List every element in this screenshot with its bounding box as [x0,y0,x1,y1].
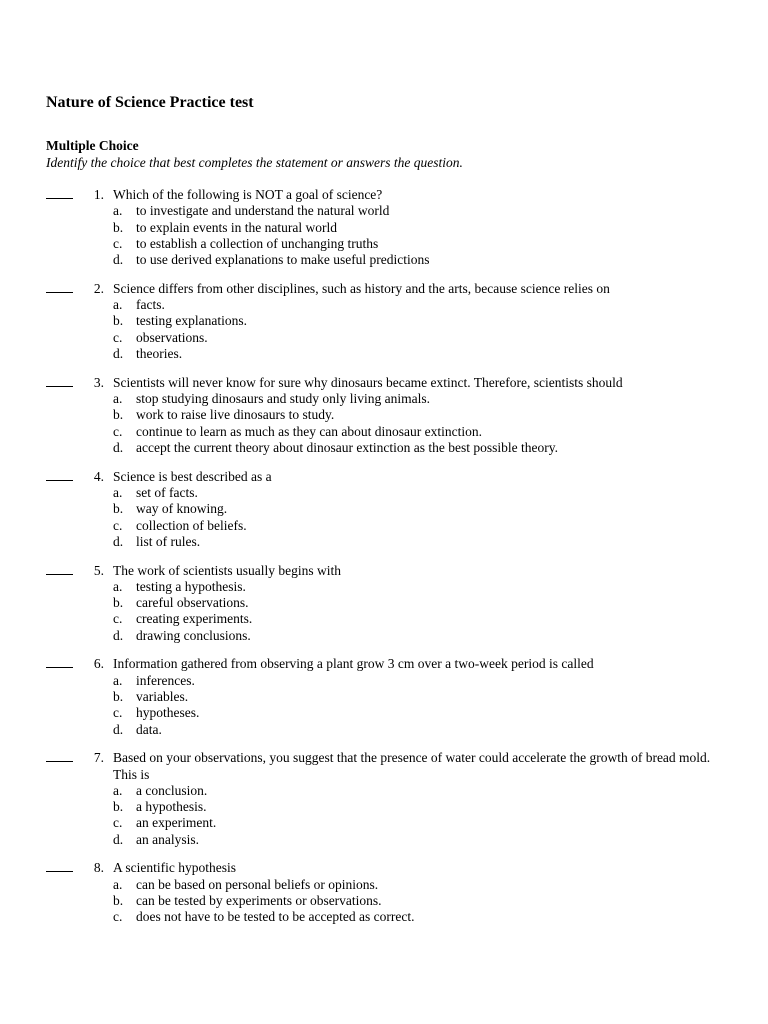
choice-list [0,783,768,848]
answer-choice [0,673,768,689]
choice-list [0,203,768,268]
answer-choice [0,346,768,362]
answer-blank[interactable] [46,667,73,668]
choice-letter: a. [113,391,123,407]
question-list [0,187,768,938]
answer-choice [0,722,768,738]
choice-text: to investigate and understand the natural world [136,203,390,219]
choice-text: an analysis. [136,831,199,847]
choice-text: facts. [136,297,165,313]
question-number: 1. [93,187,104,202]
answer-choice [0,799,768,815]
answer-choice [0,252,768,268]
choice-text: way of knowing. [136,501,228,517]
section-instructions: Identify the choice that best completes the statement or answers the question. [46,155,463,170]
choice-list [0,673,768,738]
choice-text: creating experiments. [136,611,253,627]
answer-blank[interactable] [46,386,73,387]
choice-text: a hypothesis. [136,799,207,815]
choice-text: hypotheses. [136,705,200,721]
choice-letter: c. [113,329,123,345]
choice-letter: a. [113,203,123,219]
choice-list [0,391,768,456]
question-text: The work of scientists usually begins with [113,562,341,578]
choice-letter: a. [113,484,123,500]
choice-letter: b. [113,501,124,517]
choice-text: inferences. [136,672,195,688]
choice-text: careful observations. [136,595,249,611]
answer-choice [0,783,768,799]
choice-text: stop studying dinosaurs and study only living animals. [136,391,430,407]
question-text: Scientists will never know for sure why dinosaurs became extinct. Therefore, scientists should [113,374,623,390]
choice-text: to use derived explanations to make useful predictions [136,252,430,268]
choice-letter: d. [113,439,124,455]
choice-text: continue to learn as much as they can about dinosaur extinction. [136,423,483,439]
choice-letter: b. [113,799,124,815]
question-number: 3. [93,374,104,390]
choice-text: work to raise live dinosaurs to study. [136,407,335,423]
choice-letter: a. [113,782,123,798]
question-item [0,469,768,550]
choice-text: to establish a collection of unchanging truths [136,235,379,251]
answer-choice [0,893,768,909]
answer-choice [0,628,768,644]
choice-text: accept the current theory about dinosaur extinction as the best possible theory. [136,439,558,455]
answer-blank[interactable] [46,292,73,293]
choice-letter: c. [113,423,123,439]
choice-letter: d. [113,346,124,362]
choice-text: does not have to be tested to be accepted as correct. [136,909,415,925]
choice-text: testing explanations. [136,313,247,329]
choice-list [0,297,768,362]
choice-letter: d. [113,533,124,549]
answer-choice [0,440,768,456]
question-number: 2. [93,280,104,296]
question-number: 8. [93,860,104,876]
choice-list [0,579,768,644]
choice-text: can be based on personal beliefs or opinions. [136,876,379,892]
choice-letter: c. [113,815,123,831]
question-item [0,375,768,456]
answer-blank[interactable] [46,480,73,481]
choice-letter: d. [113,627,124,643]
choice-letter: c. [113,517,123,533]
answer-choice [0,501,768,517]
choice-text: to explain events in the natural world [136,219,337,235]
choice-text: set of facts. [136,484,198,500]
choice-text: testing a hypothesis. [136,578,246,594]
choice-letter: c. [113,611,123,627]
choice-letter: b. [113,688,124,704]
choice-list [0,485,768,550]
answer-choice [0,595,768,611]
choice-letter: c. [113,235,123,251]
choice-letter: a. [113,876,123,892]
choice-letter: c. [113,909,123,925]
answer-choice [0,220,768,236]
choice-letter: a. [113,297,123,313]
choice-text: a conclusion. [136,782,208,798]
choice-letter: a. [113,578,123,594]
question-item [0,656,768,737]
answer-choice [0,203,768,219]
answer-choice [0,313,768,329]
answer-choice [0,909,768,925]
answer-choice [0,877,768,893]
choice-text: collection of beliefs. [136,517,247,533]
answer-choice [0,815,768,831]
answer-choice [0,534,768,550]
question-number: 5. [93,562,104,578]
choice-letter: d. [113,831,124,847]
answer-blank[interactable] [46,871,73,872]
answer-choice [0,330,768,346]
choice-text: can be tested by experiments or observations. [136,893,382,909]
section-heading: Multiple Choice [46,138,139,153]
choice-text: observations. [136,329,208,345]
choice-list [0,877,768,926]
answer-choice [0,518,768,534]
question-number: 4. [93,468,104,484]
choice-text: list of rules. [136,533,201,549]
choice-letter: d. [113,721,124,737]
page-title: Nature of Science Practice test [46,94,254,111]
question-number: 7. [93,750,104,766]
choice-letter: b. [113,595,124,611]
answer-choice [0,579,768,595]
answer-choice [0,407,768,423]
question-item [0,750,768,848]
choice-letter: b. [113,407,124,423]
choice-text: theories. [136,346,183,362]
question-text: Science differs from other disciplines, such as history and the arts, because science relies on [113,280,610,296]
answer-choice [0,424,768,440]
choice-text: data. [136,721,162,737]
choice-text: drawing conclusions. [136,627,251,643]
question-item [0,187,768,268]
choice-text: variables. [136,688,189,704]
choice-letter: b. [113,219,124,235]
answer-blank[interactable] [46,198,73,199]
question-item [0,860,768,925]
answer-choice [0,689,768,705]
answer-choice [0,236,768,252]
choice-letter: a. [113,672,123,688]
question-item [0,563,768,644]
answer-choice [0,297,768,313]
question-text: Information gathered from observing a plant grow 3 cm over a two-week period is called [113,656,594,672]
question-number: 6. [93,656,104,672]
choice-letter: c. [113,705,123,721]
question-text: Based on your observations, you suggest that the presence of water could accelerate the growth of bread mold. This is [113,750,711,782]
answer-blank[interactable] [46,574,73,575]
choice-letter: d. [113,252,124,268]
answer-blank[interactable] [46,761,73,762]
choice-letter: b. [113,313,124,329]
answer-choice [0,611,768,627]
question-text: Which of the following is NOT a goal of science? [113,187,383,202]
question-text: A scientific hypothesis [113,860,236,876]
choice-text: an experiment. [136,815,217,831]
question-text: Science is best described as a [113,468,272,484]
question-item [0,281,768,362]
choice-letter: b. [113,893,124,909]
answer-choice [0,391,768,407]
answer-choice [0,485,768,501]
answer-choice [0,705,768,721]
answer-choice [0,832,768,848]
